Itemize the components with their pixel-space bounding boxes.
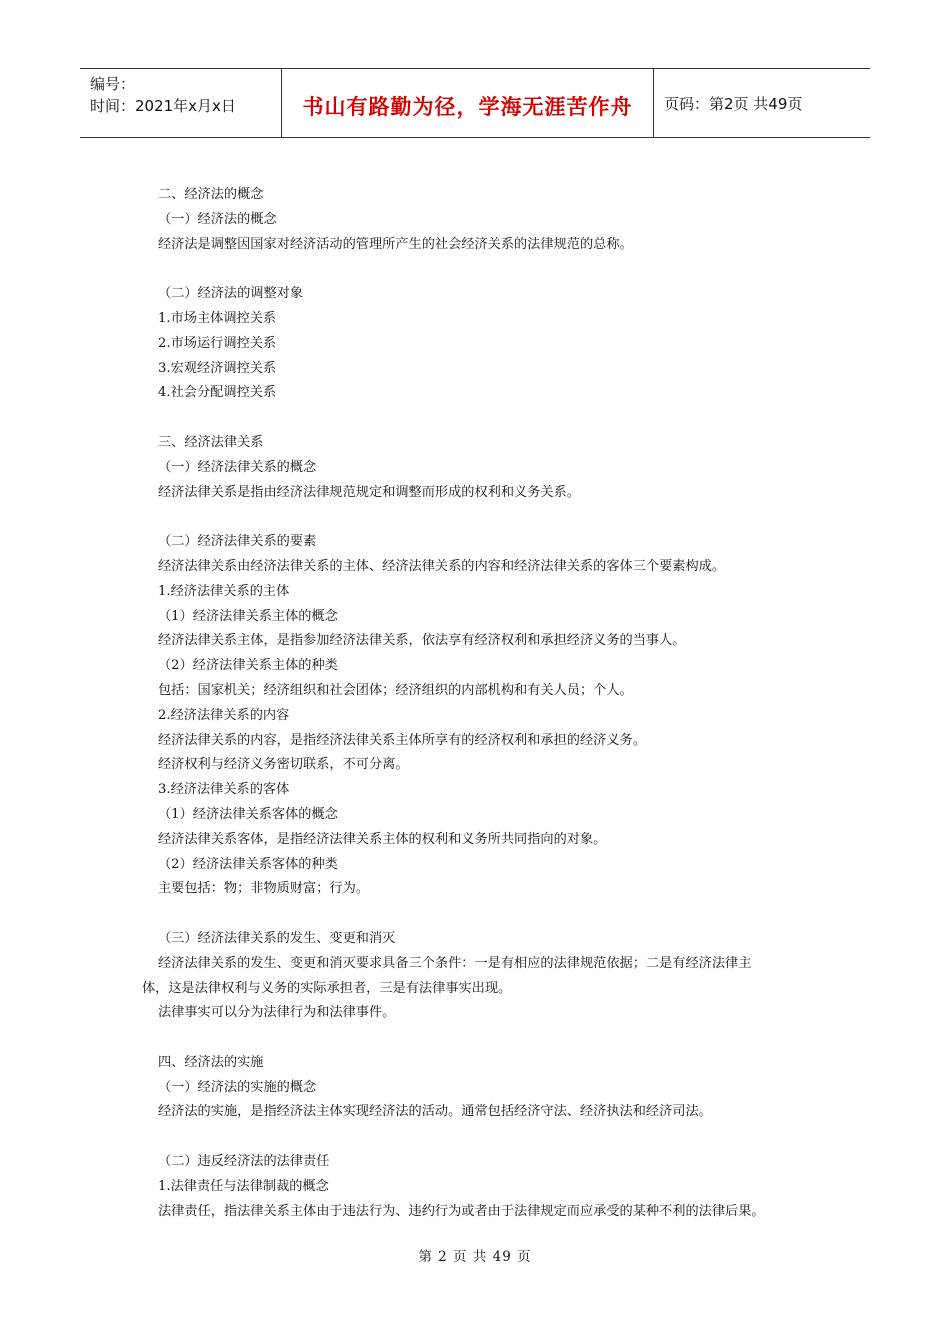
section-heading: 三、经济法律关系 bbox=[158, 434, 264, 450]
subsection-heading: （二）经济法律关系的要素 bbox=[158, 534, 317, 550]
header-motto: 书山有路勤为径，学海无涯苦作舟 bbox=[282, 69, 654, 137]
header-meta bbox=[80, 69, 282, 137]
subsection-heading: （一）经济法的概念 bbox=[158, 211, 277, 227]
section-heading: 四、经济法的实施 bbox=[158, 1054, 264, 1070]
section-heading: 二、经济法的概念 bbox=[158, 187, 264, 202]
blank-line bbox=[158, 1125, 838, 1150]
subsection-heading: （一）经济法律关系的概念 bbox=[158, 459, 317, 475]
list-item: 1.市场主体调控关系 bbox=[158, 310, 277, 326]
blank-line bbox=[158, 505, 838, 530]
list-item: 4.社会分配调控关系 bbox=[158, 385, 277, 401]
paragraph: 经济法律关系主体，是指参加经济法律关系，依法享有经济权利和承担经济义务的当事人。 bbox=[158, 633, 686, 649]
sub-item-heading: （2）经济法律关系主体的种类 bbox=[158, 658, 338, 674]
document-body bbox=[142, 183, 838, 1224]
blank-line bbox=[158, 257, 838, 282]
paragraph: 主要包括：物；非物质财富；行为。 bbox=[158, 881, 369, 897]
paragraph: 经济法律关系的内容，是指经济法律关系主体所享有的经济权利和承担的经济义务。 bbox=[158, 732, 646, 748]
paragraph: 经济权利与经济义务密切联系，不可分离。 bbox=[158, 757, 409, 773]
subsection-heading: （二）经济法的调整对象 bbox=[158, 286, 304, 302]
paragraph: 经济法的实施，是指经济法主体实现经济法的活动。通常包括经济守法、经济执法和经济司法。 bbox=[158, 1104, 712, 1120]
blank-line bbox=[158, 406, 838, 431]
paragraph: 经济法是调整因国家对经济活动的管理所产生的社会经济关系的法律规范的总称。 bbox=[158, 236, 633, 252]
subsection-heading: （一）经济法的实施的概念 bbox=[158, 1079, 317, 1095]
paragraph: 包括：国家机关；经济组织和社会团体；经济组织的内部机构和有关人员；个人。 bbox=[158, 682, 633, 698]
date-label: 时间：2021年x月x日 bbox=[90, 97, 236, 115]
list-item: 1.经济法律关系的主体 bbox=[158, 583, 290, 599]
sub-item-heading: （1）经济法律关系客体的概念 bbox=[158, 806, 338, 822]
paragraph: 经济法律关系客体，是指经济法律关系主体的权利和义务所共同指向的对象。 bbox=[158, 831, 607, 847]
header-page-info: 页码：第2页 共49页 bbox=[664, 94, 803, 113]
subsection-heading: （三）经济法律关系的发生、变更和消灭 bbox=[158, 930, 396, 946]
list-item: 1.法律责任与法律制裁的概念 bbox=[158, 1178, 329, 1194]
paragraph: 经济法律关系由经济法律关系的主体、经济法律关系的内容和经济法律关系的客体三个要素构成。 bbox=[158, 558, 726, 574]
subsection-heading: （二）违反经济法的法律责任 bbox=[158, 1154, 330, 1170]
list-item: 3.经济法律关系的客体 bbox=[158, 782, 290, 798]
paragraph-continuation: 体，这是法律权利与义务的实际承担者，三是有法律事实出现。 bbox=[142, 980, 512, 996]
paragraph: 经济法律关系的发生、变更和消灭要求具备三个条件：一是有相应的法律规范依据；二是有经济法律主 bbox=[158, 955, 752, 971]
document-header bbox=[80, 68, 870, 138]
page-footer: 第 2 页 共 49 页 bbox=[418, 1249, 532, 1265]
paragraph: 法律责任，指法律关系主体由于违法行为、违约行为或者由于法律规定而应承受的某种不利的法律后果。 bbox=[158, 1203, 765, 1219]
blank-line bbox=[158, 1026, 838, 1051]
list-item: 2.市场运行调控关系 bbox=[158, 335, 277, 351]
sub-item-heading: （2）经济法律关系客体的种类 bbox=[158, 856, 338, 872]
sub-item-heading: （1）经济法律关系主体的概念 bbox=[158, 608, 338, 624]
list-item: 3.宏观经济调控关系 bbox=[158, 360, 277, 376]
paragraph: 经济法律关系是指由经济法律规范规定和调整而形成的权利和义务关系。 bbox=[158, 484, 580, 500]
number-label: 编号： bbox=[90, 75, 136, 93]
list-item: 2.经济法律关系的内容 bbox=[158, 707, 290, 723]
blank-line bbox=[158, 902, 838, 927]
paragraph: 法律事实可以分为法律行为和法律事件。 bbox=[158, 1005, 396, 1021]
